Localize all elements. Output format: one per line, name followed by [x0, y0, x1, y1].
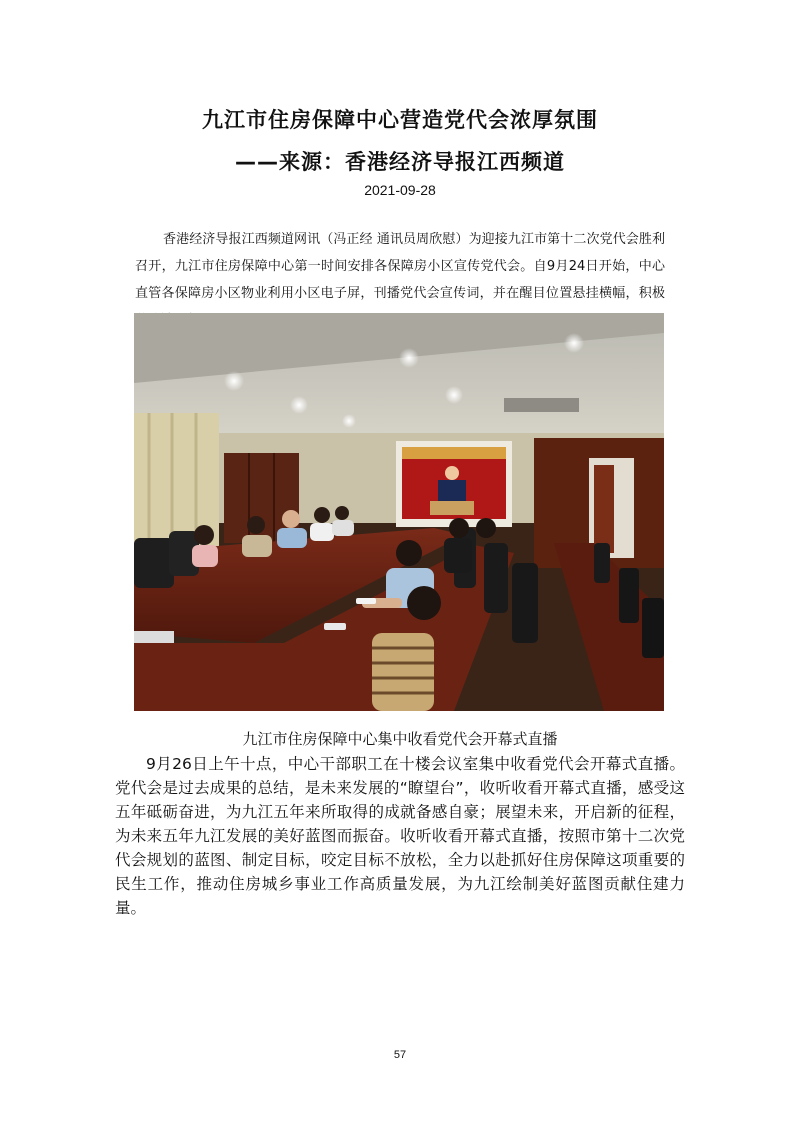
page-number: 57 — [393, 1049, 407, 1061]
intro-paragraph: 香港经济导报江西频道网讯（冯正经 通讯员周欣慰）为迎接九江市第十二次党代会胜利召开，九江市住房保障中心第一时间安排各保障房小区宣传党代会。自9月24日开始，中心直管各保障房小区物业利用小区电子屏，刊播党代会宣传词，并在醒目位置悬挂横幅，积极 — [135, 232, 665, 301]
meeting-photo — [134, 313, 664, 711]
article-date: 2021-09-28 — [364, 182, 436, 198]
meeting-room-illustration — [134, 313, 664, 711]
article-subtitle: ——来源：香港经济导报江西频道 — [235, 150, 565, 174]
photo-caption: 九江市住房保障中心集中收看党代会开幕式直播 — [242, 730, 558, 748]
body-paragraph: 9月26日上午十点，中心干部职工在十楼会议室集中收看党代会开幕式直播。党代会是过去成果的总结，是未来发展的“瞭望台”，收听收看开幕式直播，感受这五年砥砺奋进，为九江五年来所取得的成就备感自豪；展望未来，开启新的征程，为未来五年九江发展的美好蓝图而振奋。收听收看开幕式直播，按照市第十二次党代会规划的蓝图、制定目标，咬定目标不放松，全力以赴抓好住房保障这项重要的民生工作，推动住房城乡事业工作高质量发展，为九江绘制美好蓝图贡献住建力量。 — [115, 755, 685, 917]
article-title: 九江市住房保障中心营造党代会浓厚氛围 — [202, 108, 598, 132]
